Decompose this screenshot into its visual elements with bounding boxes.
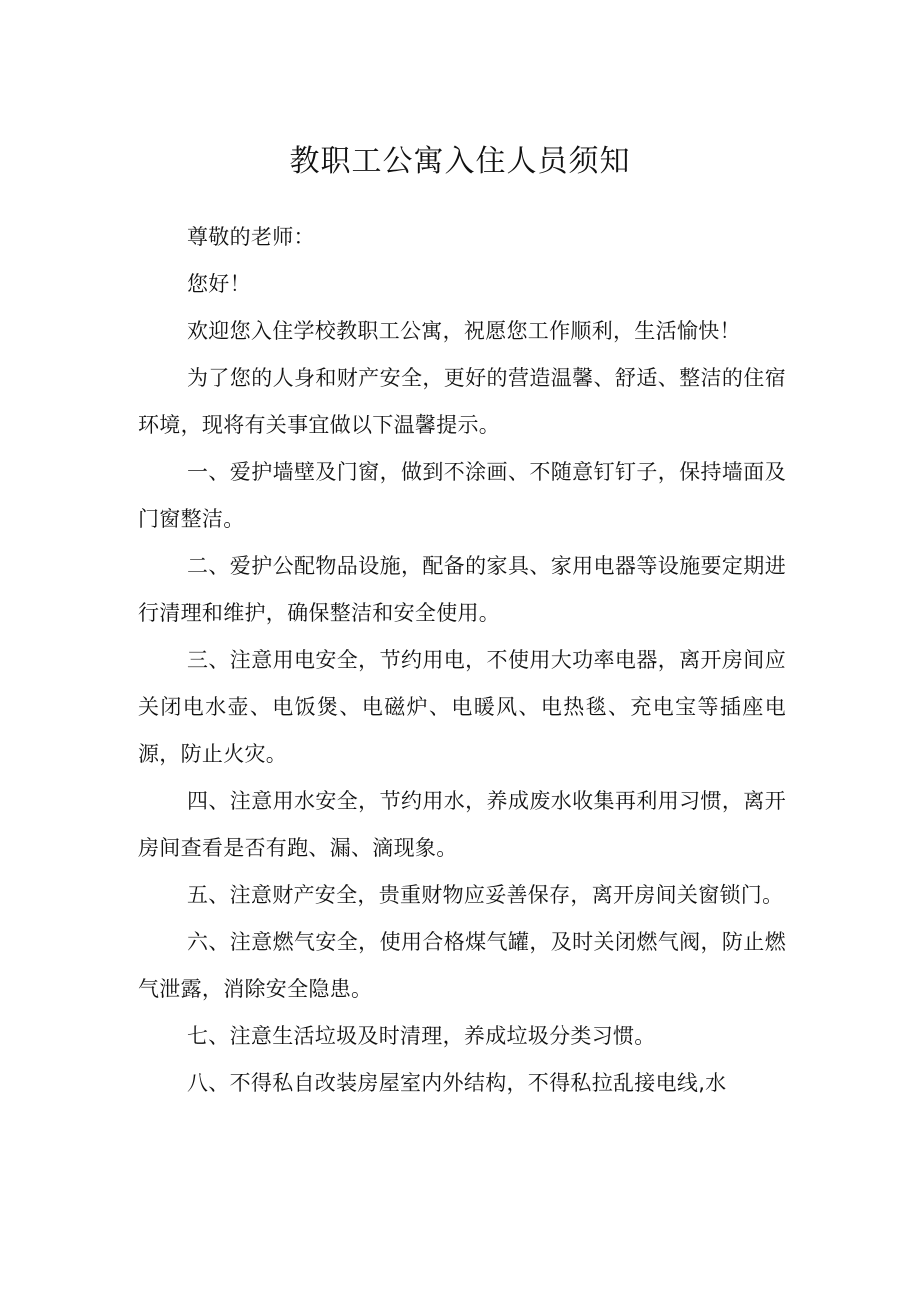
greeting: 您好！ <box>187 272 251 296</box>
document-body <box>138 214 786 1107</box>
salutation: 尊敬的老师： <box>187 225 315 249</box>
rule-item-7: 七、注意生活垃圾及时清理，养成垃圾分类习惯。 <box>187 1024 656 1048</box>
rule-item-3: 三、注意用电安全，节约用电，不使用大功率电器，离开房间应关闭电水壶、电饭煲、电磁炉、电暖风、电热毯、充电宝等插座电源，防止火灾。 <box>138 648 786 766</box>
rule-item-1: 一、爱护墙壁及门窗，做到不涂画、不随意钉钉子，保持墙面及门窗整洁。 <box>138 460 786 531</box>
welcome-paragraph: 欢迎您入住学校教职工公寓，祝愿您工作顺利，生活愉快！ <box>187 319 741 343</box>
rule-item-6: 六、注意燃气安全，使用合格煤气罐，及时关闭燃气阀，防止燃气泄露，消除安全隐患。 <box>138 930 786 1001</box>
rule-item-2: 二、爱护公配物品设施，配备的家具、家用电器等设施要定期进行清理和维护，确保整洁和安全使用。 <box>138 554 786 625</box>
rule-item-8: 八、不得私自改装房屋室内外结构，不得私拉乱接电线,水 <box>187 1071 727 1095</box>
rule-item-4: 四、注意用水安全，节约用水，养成废水收集再利用习惯，离开房间查看是否有跑、漏、滴现象。 <box>138 789 786 860</box>
document-title: 教职工公寓入住人员须知 <box>289 144 631 179</box>
intro-paragraph: 为了您的人身和财产安全，更好的营造温馨、舒适、整洁的住宿环境，现将有关事宜做以下温馨提示。 <box>138 366 786 437</box>
rule-item-5: 五、注意财产安全，贵重财物应妥善保存，离开房间关窗锁门。 <box>187 883 784 907</box>
